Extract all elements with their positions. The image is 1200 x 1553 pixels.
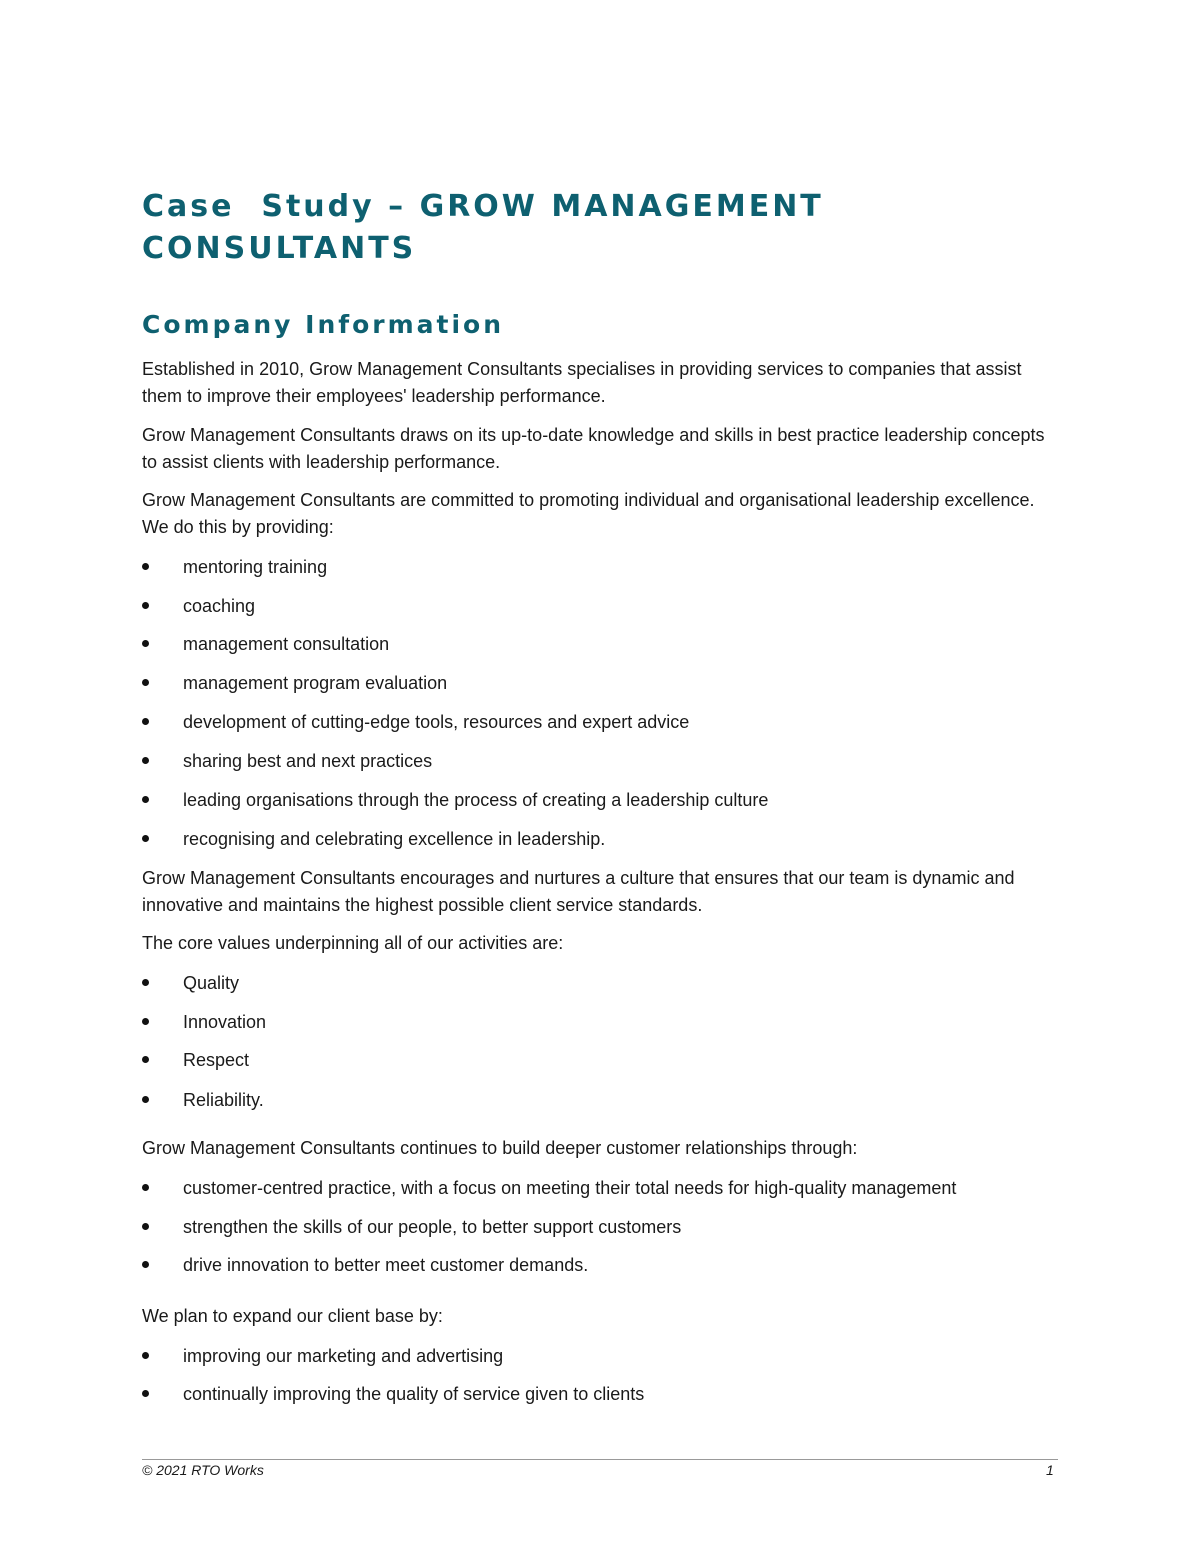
- paragraph-culture: Grow Management Consultants encourages and nurtures a culture that ensures that our team is dynamic and innovative and maintains the highest possible client service standards.: [142, 868, 1015, 915]
- bullet-icon: [142, 835, 149, 842]
- bullet-icon: [142, 1184, 149, 1191]
- paragraph-committed: Grow Management Consultants are committed to promoting individual and organisational leadership excellence. We do this by providing:: [142, 490, 1035, 537]
- bullet-icon: [142, 640, 149, 647]
- bullet-icon: [142, 1223, 149, 1230]
- bullet-icon: [142, 757, 149, 764]
- document-title: [142, 186, 1062, 270]
- paragraph-core-values-intro: The core values underpinning all of our activities are:: [142, 933, 564, 953]
- bullet-icon: [142, 796, 149, 803]
- footer-copyright: © 2021 RTO Works: [142, 1462, 264, 1478]
- paragraph-established: Established in 2010, Grow Management Consultants specialises in providing services to companies that assist them to improve their employees' leadership performance.: [142, 359, 1022, 406]
- document-title-line-1: Case Study – GROW MANAGEMENT: [142, 189, 824, 224]
- bullet-icon: [142, 1056, 149, 1063]
- bullet-icon: [142, 1390, 149, 1397]
- footer-page-number: 1: [1046, 1462, 1054, 1478]
- bullet-icon: [142, 979, 149, 986]
- bullet-icon: [142, 1261, 149, 1268]
- section-heading-company-information: Company Information: [142, 310, 505, 339]
- bullet-icon: [142, 602, 149, 609]
- bullet-icon: [142, 1352, 149, 1359]
- bullet-icon: [142, 679, 149, 686]
- document-title-line-2: CONSULTANTS: [142, 231, 417, 266]
- page-content: Case Study – GROW MANAGEMENT CONSULTANTS Company Information Established in 2010, Grow Management Consultants specialises in providing services to companies that assist them to improve their employees' leadership performance. Grow Management Consultants draws on its up-to-date knowledge and skills in best practice leadership concepts to assist clients with leadership performance. Grow Management Consultants are committed to promoting individual and organisational leadership excellence. We do this by providing: mentoring training coaching management consultation management program evaluation development of cutting-edge tools, resources and expert advice sharing best and next practices leading organisations through the process of creating a leadership culture recognising and celebrating excellence in leadership. Grow Management Consultants encourages and nurtures a culture that ensures that our team is dynamic and innovative and maintains the highest possible client service standards. The core values underpinning all of our activities are: Quality Innovation Respect Reliability. Grow Management Consultants continues to build deeper customer relationships through: customer-centred practice, with a focus on meeting their total needs for high-quality management strengthen the skills of our people, to better support customers drive innovation to better meet customer demands. We plan to expand our client base by: improving our marketing and advertising continually improving the quality of service given to clients: [142, 186, 1062, 270]
- bullet-icon: [142, 718, 149, 725]
- paragraph-relationships-intro: Grow Management Consultants continues to build deeper customer relationships through:: [142, 1138, 858, 1158]
- paragraph-expansion-intro: We plan to expand our client base by:: [142, 1306, 443, 1326]
- paragraph-knowledge: Grow Management Consultants draws on its up-to-date knowledge and skills in best practice leadership concepts to assist clients with leadership performance.: [142, 425, 1045, 472]
- bullet-icon: [142, 1018, 149, 1025]
- bullet-icon: [142, 1096, 149, 1103]
- footer-divider: [142, 1459, 1058, 1460]
- bullet-icon: [142, 563, 149, 570]
